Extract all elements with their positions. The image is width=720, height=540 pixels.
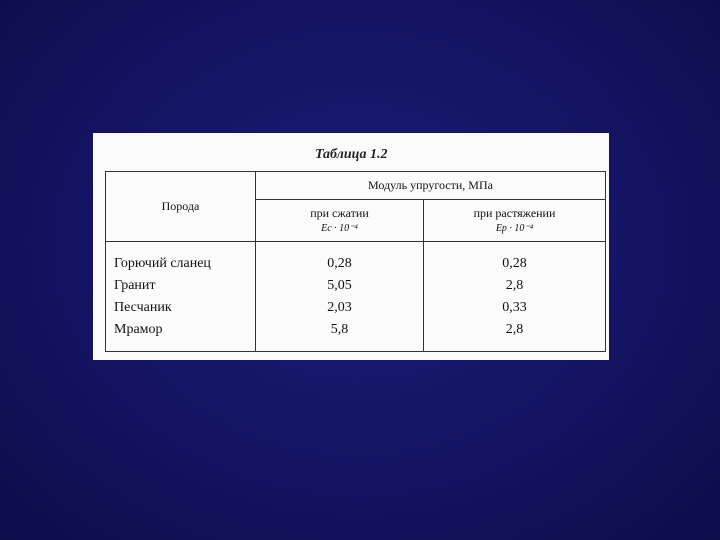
- rock-modulus-table: [105, 171, 606, 352]
- table-row-compression: 5,8: [330, 321, 349, 337]
- table-row-tension: 0,33: [502, 299, 527, 315]
- table-row-rock: Гранит: [114, 277, 156, 293]
- rock-names-cell: [106, 242, 256, 352]
- header-tension: [424, 200, 606, 242]
- table-row-rock: Горючий сланец: [114, 255, 211, 271]
- table-row-rock: Песчаник: [114, 299, 172, 315]
- table-row-compression: 2,03: [327, 299, 352, 315]
- table-row-tension: 2,8: [505, 321, 524, 337]
- table-row-tension: 2,8: [505, 277, 524, 293]
- header-compression-label: при сжатии: [310, 205, 369, 220]
- compression-values-cell: [256, 242, 424, 352]
- table-caption: Таблица 1.2: [315, 147, 388, 162]
- header-tension-symbol: Eр · 10⁻⁴: [495, 222, 534, 234]
- header-modulus: Модуль упругости, МПа: [256, 172, 606, 200]
- table-row-compression: 5,05: [327, 277, 352, 293]
- header-compression-symbol: Eс · 10⁻⁴: [321, 222, 358, 234]
- header-compression: [256, 200, 424, 242]
- table-row-rock: Мрамор: [114, 321, 163, 337]
- table-row-tension: 0,28: [502, 255, 527, 271]
- table-row-compression: 0,28: [327, 255, 352, 271]
- header-rock: Порода: [106, 172, 256, 242]
- table-image: [93, 133, 609, 360]
- tension-values-cell: [424, 242, 606, 352]
- header-tension-label: при растяжении: [473, 205, 556, 220]
